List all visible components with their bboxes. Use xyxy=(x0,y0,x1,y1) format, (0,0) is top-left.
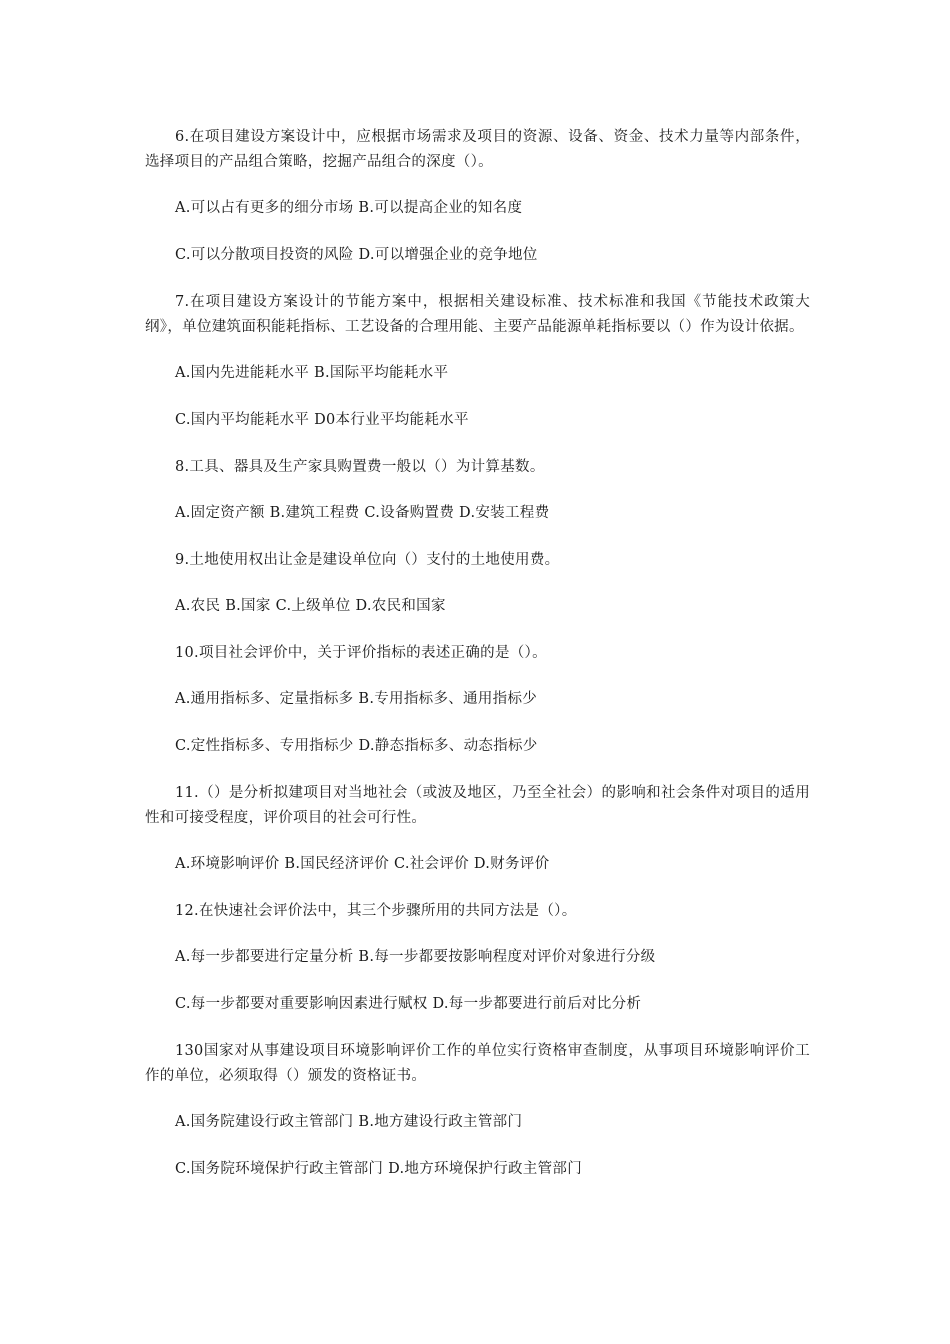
question-11-stem: 11.（）是分析拟建项目对当地社会（或波及地区，乃至全社会）的影响和社会条件对项目的适用性和可接受程度，评价项目的社会可行性。 xyxy=(145,785,810,826)
question-9-stem: 9.土地使用权出让金是建设单位向（）支付的土地使用费。 xyxy=(175,552,560,568)
question-12-options-ab: A.每一步都要进行定量分析 B.每一步都要按影响程度对评价对象进行分级 xyxy=(175,949,656,965)
question-6-options-cd: C.可以分散项目投资的风险 D.可以增强企业的竞争地位 xyxy=(175,247,538,263)
question-7-options-cd: C.国内平均能耗水平 D0本行业平均能耗水平 xyxy=(175,412,469,428)
question-12-options-cd: C.每一步都要对重要影响因素进行赋权 D.每一步都要进行前后对比分析 xyxy=(175,996,642,1012)
question-13-options-ab: A.国务院建设行政主管部门 B.地方建设行政主管部门 xyxy=(175,1114,523,1130)
question-13-stem: 130国家对从事建设项目环境影响评价工作的单位实行资格审查制度，从事项目环境影响评价工作的单位，必须取得（）颁发的资格证书。 xyxy=(145,1043,810,1084)
question-6-stem: 6.在项目建设方案设计中，应根据市场需求及项目的资源、设备、资金、技术力量等内部条件，选择项目的产品组合策略，挖掘产品组合的深度（）。 xyxy=(145,129,810,170)
question-6-options-ab: A.可以占有更多的细分市场 B.可以提高企业的知名度 xyxy=(175,200,523,216)
question-13-options-cd: C.国务院环境保护行政主管部门 D.地方环境保护行政主管部门 xyxy=(175,1161,583,1177)
document-page xyxy=(145,125,810,1182)
question-7-options-ab: A.国内先进能耗水平 B.国际平均能耗水平 xyxy=(175,365,449,381)
question-11-options: A.环境影响评价 B.国民经济评价 C.社会评价 D.财务评价 xyxy=(175,856,550,872)
question-8-options: A.固定资产额 B.建筑工程费 C.设备购置费 D.安装工程费 xyxy=(175,505,550,521)
question-10-options-ab: A.通用指标多、定量指标多 B.专用指标多、通用指标少 xyxy=(175,691,538,707)
question-7-stem: 7.在项目建设方案设计的节能方案中，根据相关建设标准、技术标准和我国《节能技术政策大纲》，单位建筑面积能耗指标、工艺设备的合理用能、主要产品能源单耗指标要以（）作为设计依据。 xyxy=(145,294,810,335)
question-12-stem: 12.在快速社会评价法中，其三个步骤所用的共同方法是（）。 xyxy=(175,903,577,919)
question-9-options: A.农民 B.国家 C.上级单位 D.农民和国家 xyxy=(175,598,446,614)
question-10-options-cd: C.定性指标多、专用指标少 D.静态指标多、动态指标少 xyxy=(175,738,538,754)
question-8-stem: 8.工具、器具及生产家具购置费一般以（）为计算基数。 xyxy=(175,459,545,475)
question-10-stem: 10.项目社会评价中，关于评价指标的表述正确的是（）。 xyxy=(175,645,547,661)
